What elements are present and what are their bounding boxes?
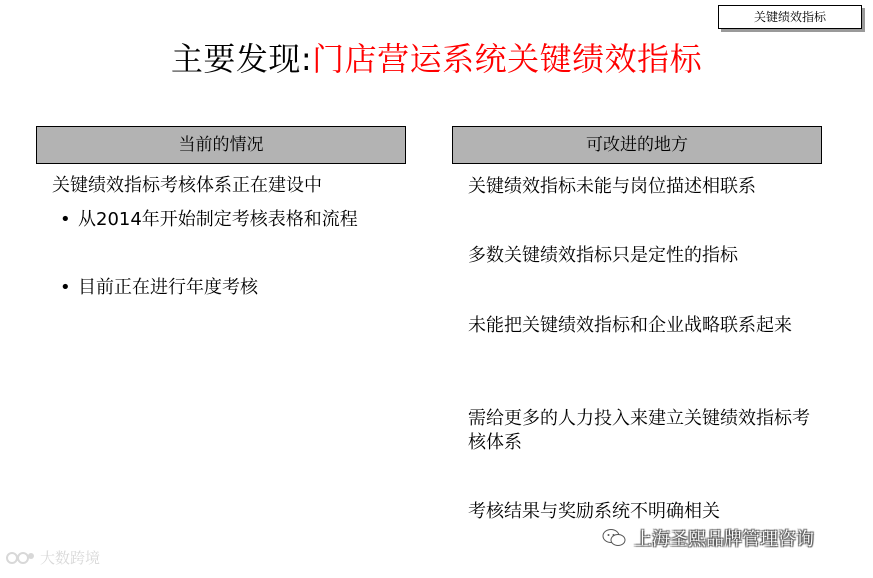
improvement-areas-header: 可改进的地方	[452, 126, 822, 164]
watermark-left	[6, 548, 100, 568]
improvement-item: 未能把关键绩效指标和企业战略联系起来	[468, 315, 792, 336]
wechat-icon	[602, 528, 626, 548]
bullet-dot-icon: •	[60, 209, 71, 230]
bullet-item	[60, 207, 358, 233]
bullet-text: 从2014年开始制定考核表格和流程	[78, 209, 358, 230]
improvement-item: 多数关键绩效指标只是定性的指标	[468, 245, 738, 266]
brand-logo-icon	[6, 551, 36, 565]
title-highlight: 门店营运系统关键绩效指标	[312, 40, 703, 78]
current-situation-header: 当前的情况	[36, 126, 406, 164]
bullet-text: 目前正在进行年度考核	[78, 277, 258, 298]
bullet-dot-icon: •	[60, 277, 71, 298]
watermark-right	[602, 528, 814, 552]
title-prefix: 主要发现:	[170, 40, 313, 78]
watermark-left-text: 大数跨境	[40, 549, 101, 567]
improvement-item: 需给更多的人力投入来建立关键绩效指标考核体系	[468, 408, 810, 453]
slide-title	[0, 36, 873, 82]
current-situation-lead: 关键绩效指标考核体系正在建设中	[52, 175, 322, 196]
bullet-item	[60, 275, 258, 301]
watermark-right-text: 上海圣熙品牌管理咨询	[634, 529, 814, 550]
improvement-item: 考核结果与奖励系统不明确相关	[468, 501, 720, 522]
improvement-item: 关键绩效指标未能与岗位描述相联系	[468, 176, 756, 197]
topic-tag: 关键绩效指标	[718, 5, 862, 29]
